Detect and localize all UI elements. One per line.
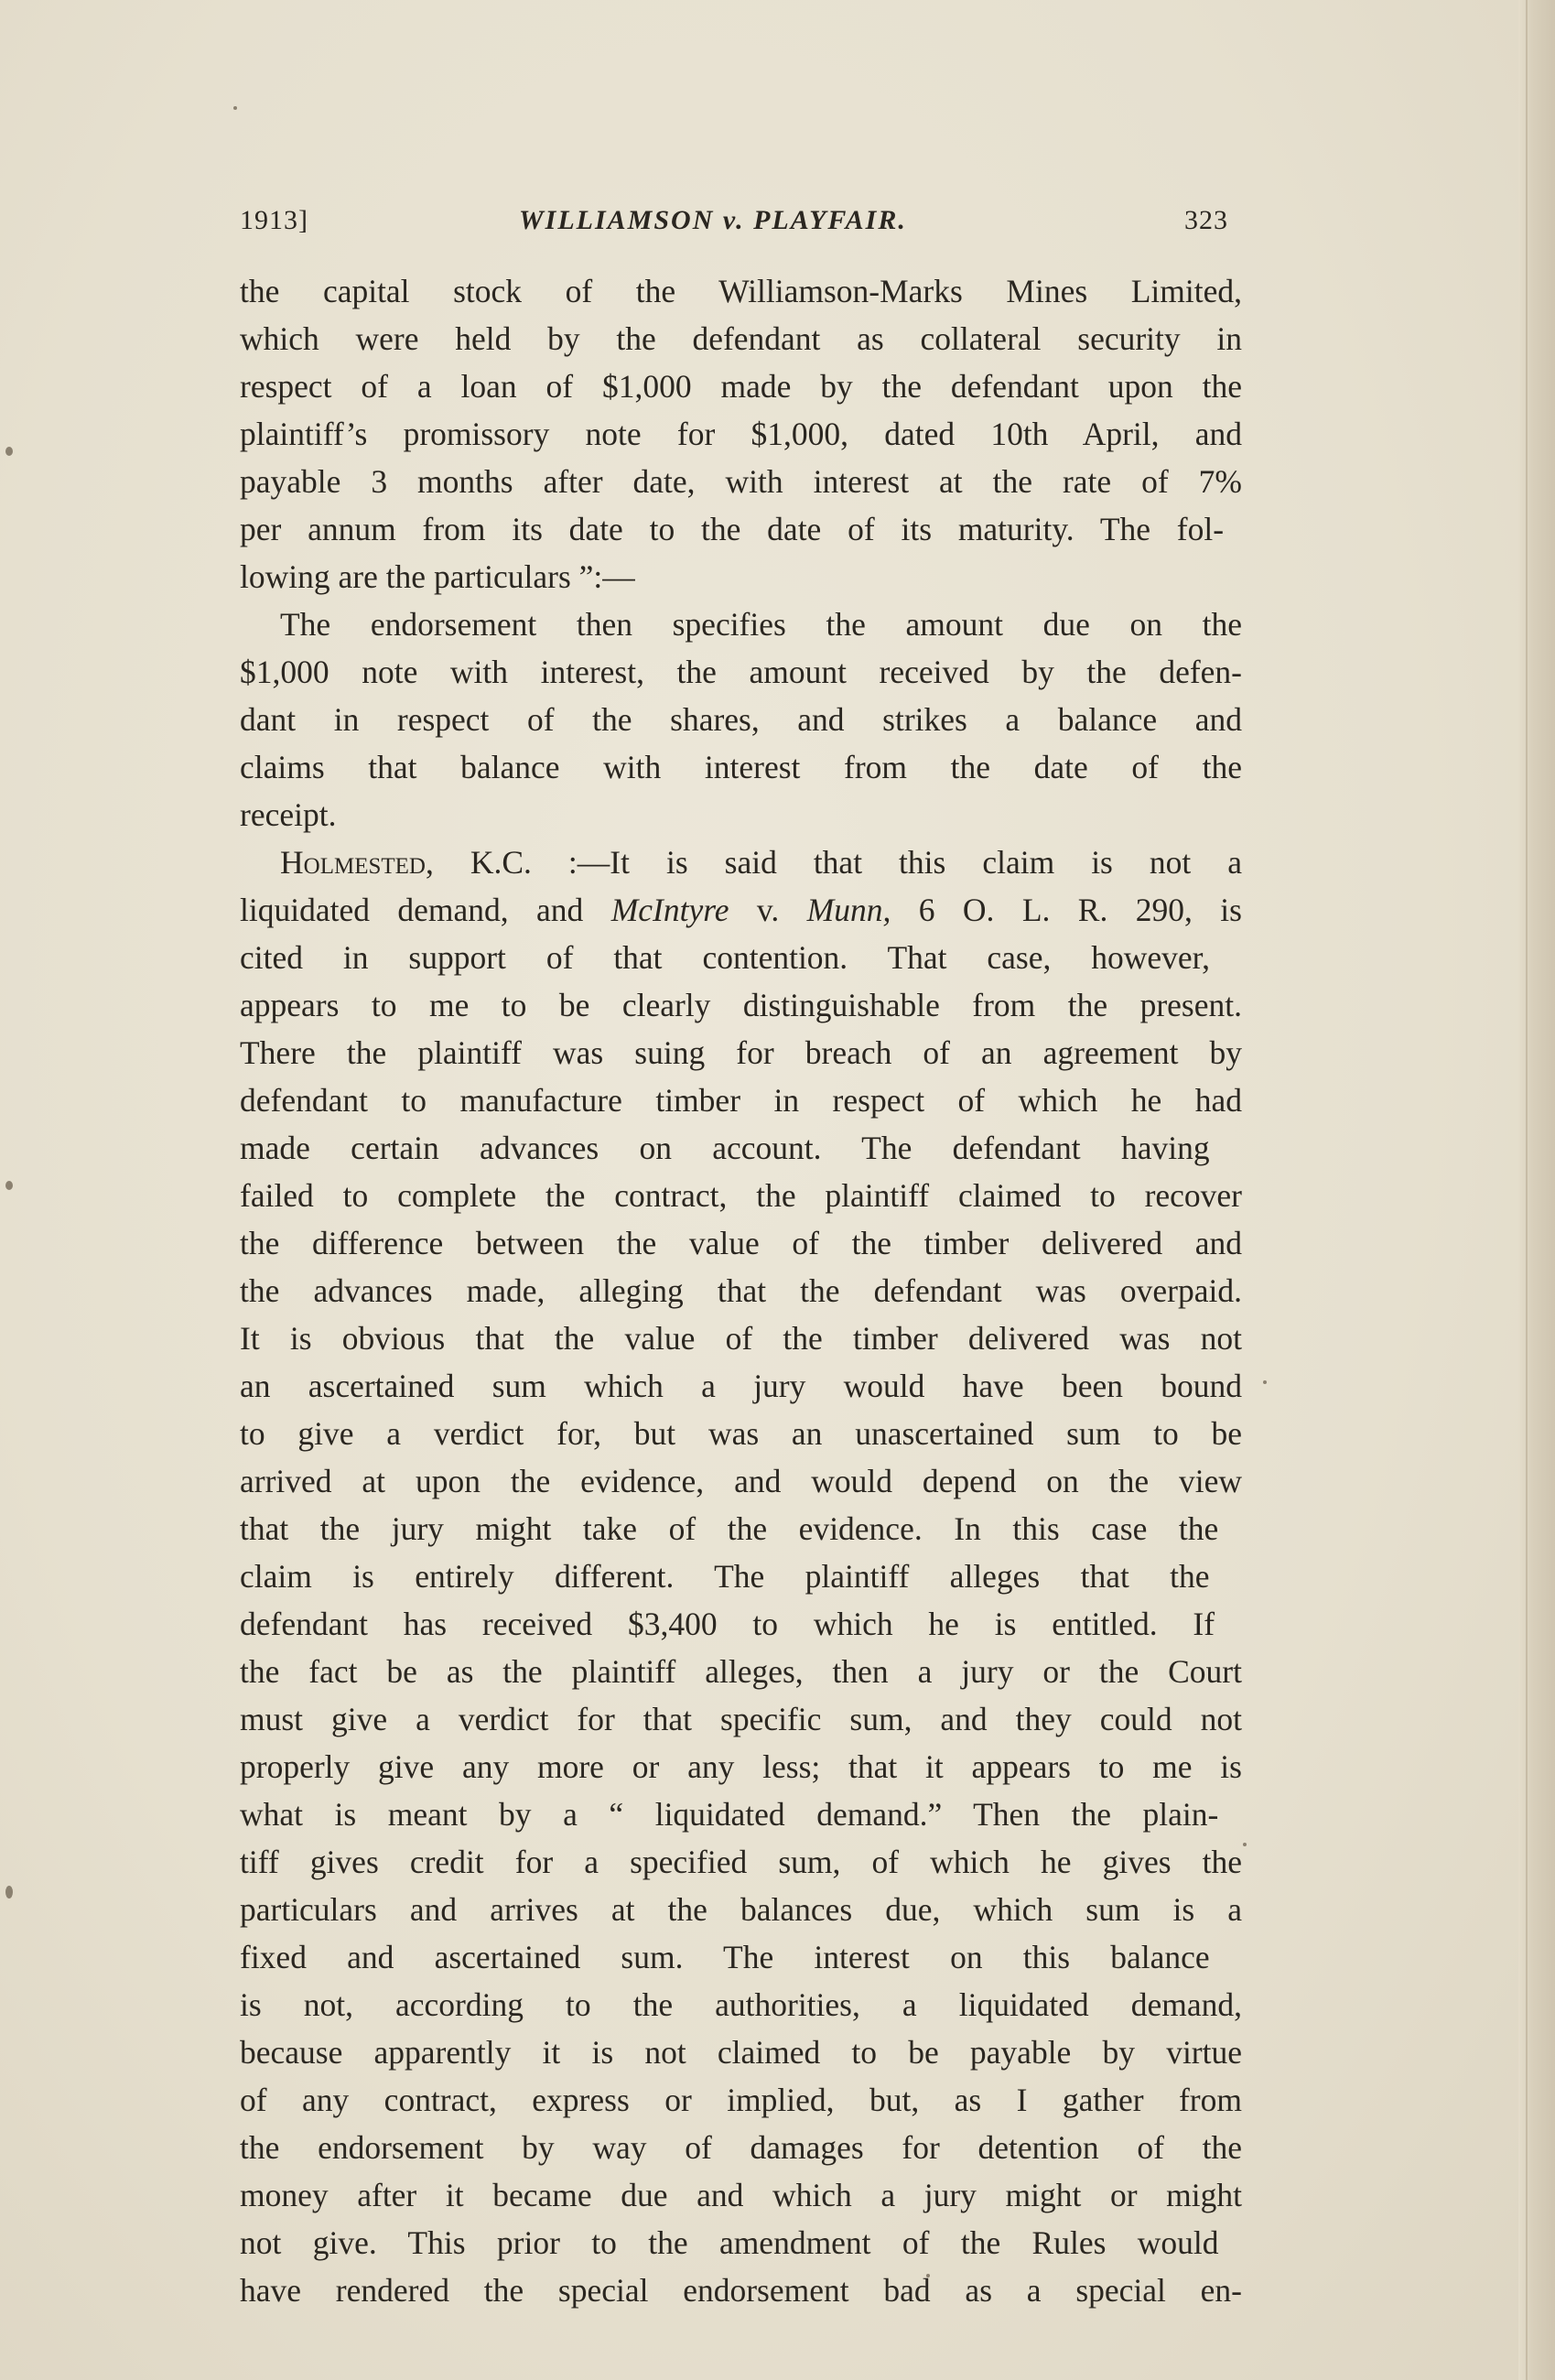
text-line <box>240 648 1247 696</box>
text-line <box>240 696 1247 743</box>
line-text: 6 O. L. R. 290, is <box>891 892 1242 928</box>
running-head <box>240 196 1228 243</box>
line-text: $1,000 note with interest, the amount received by the defen- <box>240 654 1242 690</box>
text-line <box>240 2124 1247 2171</box>
text-line <box>240 2219 1247 2266</box>
text-line <box>240 1362 1247 1410</box>
line-text: tiff gives credit for a specified sum, of which he gives the <box>240 1844 1242 1880</box>
ink-speck <box>5 1886 13 1899</box>
line-text: cited in support of that contention. That case, however, <box>240 939 1210 976</box>
text-line <box>240 1790 1247 1838</box>
line-text: the capital stock of the Williamson-Marks Mines Limited, <box>240 273 1242 309</box>
line-text: There the plaintiff was suing for breach of an agreement by <box>240 1034 1242 1071</box>
text-line <box>240 886 1247 934</box>
line-text: the difference between the value of the timber delivered and <box>240 1225 1242 1261</box>
text-line <box>240 2171 1247 2219</box>
line-text: It is obvious that the value of the timber delivered was not <box>240 1320 1242 1357</box>
line-text: money after it became due and which a jury might or might <box>240 2177 1242 2213</box>
header-year: 1913] <box>240 205 308 235</box>
line-text: have rendered the special endorsement bad as a special en- <box>240 2272 1242 2309</box>
line-text: because apparently it is not claimed to be payable by virtue <box>240 2034 1242 2071</box>
line-text: per annum from its date to the date of its maturity. The fol- <box>240 511 1225 547</box>
text-line <box>240 600 1247 648</box>
text-line <box>240 1029 1247 1076</box>
text-line <box>240 1552 1247 1600</box>
line-text: payable 3 months after date, with interest at the rate of 7% <box>240 463 1242 500</box>
text-line <box>240 1076 1247 1124</box>
judge-name: Holmested, <box>280 844 434 881</box>
text-line <box>240 267 1247 315</box>
ink-speck <box>233 106 237 110</box>
text-line <box>240 2266 1247 2314</box>
text-line <box>240 2076 1247 2124</box>
text-line <box>240 981 1247 1029</box>
ink-speck <box>5 447 13 456</box>
body-text <box>240 267 1247 2314</box>
line-text: an ascertained sum which a jury would have been bound <box>240 1368 1242 1404</box>
text-line <box>240 1838 1247 1886</box>
text-line <box>240 1124 1247 1172</box>
line-text: to give a verdict for, but was an unascertained sum to be <box>240 1415 1242 1452</box>
text-line <box>240 1648 1247 1695</box>
line-text: arrived at upon the evidence, and would depend on the view <box>240 1463 1242 1499</box>
text-line <box>240 1743 1247 1790</box>
line-text: The endorsement then specifies the amount due on the <box>280 606 1242 643</box>
line-text: receipt. <box>240 796 337 833</box>
line-text: is not, according to the authorities, a liquidated demand, <box>240 1986 1242 2023</box>
line-text: which were held by the defendant as collateral security in <box>240 320 1242 357</box>
text-line <box>240 1600 1247 1648</box>
line-text: liquidated demand, and <box>240 892 611 928</box>
line-text: the advances made, alleging that the defendant was overpaid. <box>240 1272 1242 1309</box>
text-line <box>240 1981 1247 2028</box>
text-line <box>240 1505 1247 1552</box>
header-case-title: WILLIAMSON v. PLAYFAIR. <box>519 205 907 235</box>
line-text: the fact be as the plaintiff alleges, then a jury or the Court <box>240 1653 1242 1690</box>
case-name: Munn, <box>806 892 891 928</box>
line-text: claim is entirely different. The plaintiff alleges that the <box>240 1558 1210 1595</box>
line-text: of any contract, express or implied, but, as I gather from <box>240 2082 1242 2118</box>
text-line <box>240 362 1247 410</box>
text-line <box>240 1267 1247 1314</box>
line-text: defendant to manufacture timber in respect of which he had <box>240 1082 1242 1119</box>
text-line <box>240 1314 1247 1362</box>
line-text: lowing are the particulars ”:— <box>240 558 635 595</box>
line-text: respect of a loan of $1,000 made by the defendant upon the <box>240 368 1242 405</box>
line-text: appears to me to be clearly distinguishable from the present. <box>240 987 1242 1023</box>
line-text: must give a verdict for that specific sum, and they could not <box>240 1701 1242 1737</box>
line-text: claims that balance with interest from the date of the <box>240 749 1242 785</box>
text-line <box>240 1410 1247 1457</box>
text-line <box>240 1695 1247 1743</box>
page-edge-line <box>1526 0 1528 2380</box>
line-text: defendant has received $3,400 to which he is entitled. If <box>240 1606 1215 1642</box>
line-text: v. <box>729 892 807 928</box>
line-text: that the jury might take of the evidence. In this case the <box>240 1510 1219 1547</box>
text-line <box>240 315 1247 362</box>
text-line <box>240 838 1247 886</box>
text-line <box>240 553 1247 600</box>
line-text: failed to complete the contract, the plaintiff claimed to recover <box>240 1177 1242 1214</box>
text-line <box>240 1933 1247 1981</box>
ink-speck <box>5 1181 13 1190</box>
text-line <box>240 1886 1247 1933</box>
line-text: properly give any more or any less; that it appears to me is <box>240 1748 1242 1785</box>
text-line <box>240 1219 1247 1267</box>
ink-speck <box>1263 1380 1267 1384</box>
line-text: dant in respect of the shares, and strikes a balance and <box>240 701 1242 738</box>
case-name: McIntyre <box>610 892 729 928</box>
line-text: K.C. :—It is said that this claim is not a <box>433 844 1242 881</box>
text-line <box>240 1457 1247 1505</box>
text-line <box>240 505 1247 553</box>
text-line <box>240 1172 1247 1219</box>
text-line <box>240 410 1247 458</box>
page-edge-shadow <box>1518 0 1555 2380</box>
line-text: what is meant by a “ liquidated demand.” Then the plain- <box>240 1796 1219 1833</box>
text-line <box>240 458 1247 505</box>
line-text: fixed and ascertained sum. The interest on this balance <box>240 1939 1210 1975</box>
line-text: particulars and arrives at the balances due, which sum is a <box>240 1891 1242 1928</box>
text-line <box>240 791 1247 838</box>
text-line <box>240 743 1247 791</box>
text-line <box>240 934 1247 981</box>
line-text: made certain advances on account. The defendant having <box>240 1130 1210 1166</box>
line-text: the endorsement by way of damages for detention of the <box>240 2129 1242 2166</box>
header-page-number: 323 <box>1184 205 1228 235</box>
line-text: not give. This prior to the amendment of the Rules would <box>240 2224 1219 2261</box>
line-text: plaintiff’s promissory note for $1,000, dated 10th April, and <box>240 416 1242 452</box>
text-line <box>240 2028 1247 2076</box>
